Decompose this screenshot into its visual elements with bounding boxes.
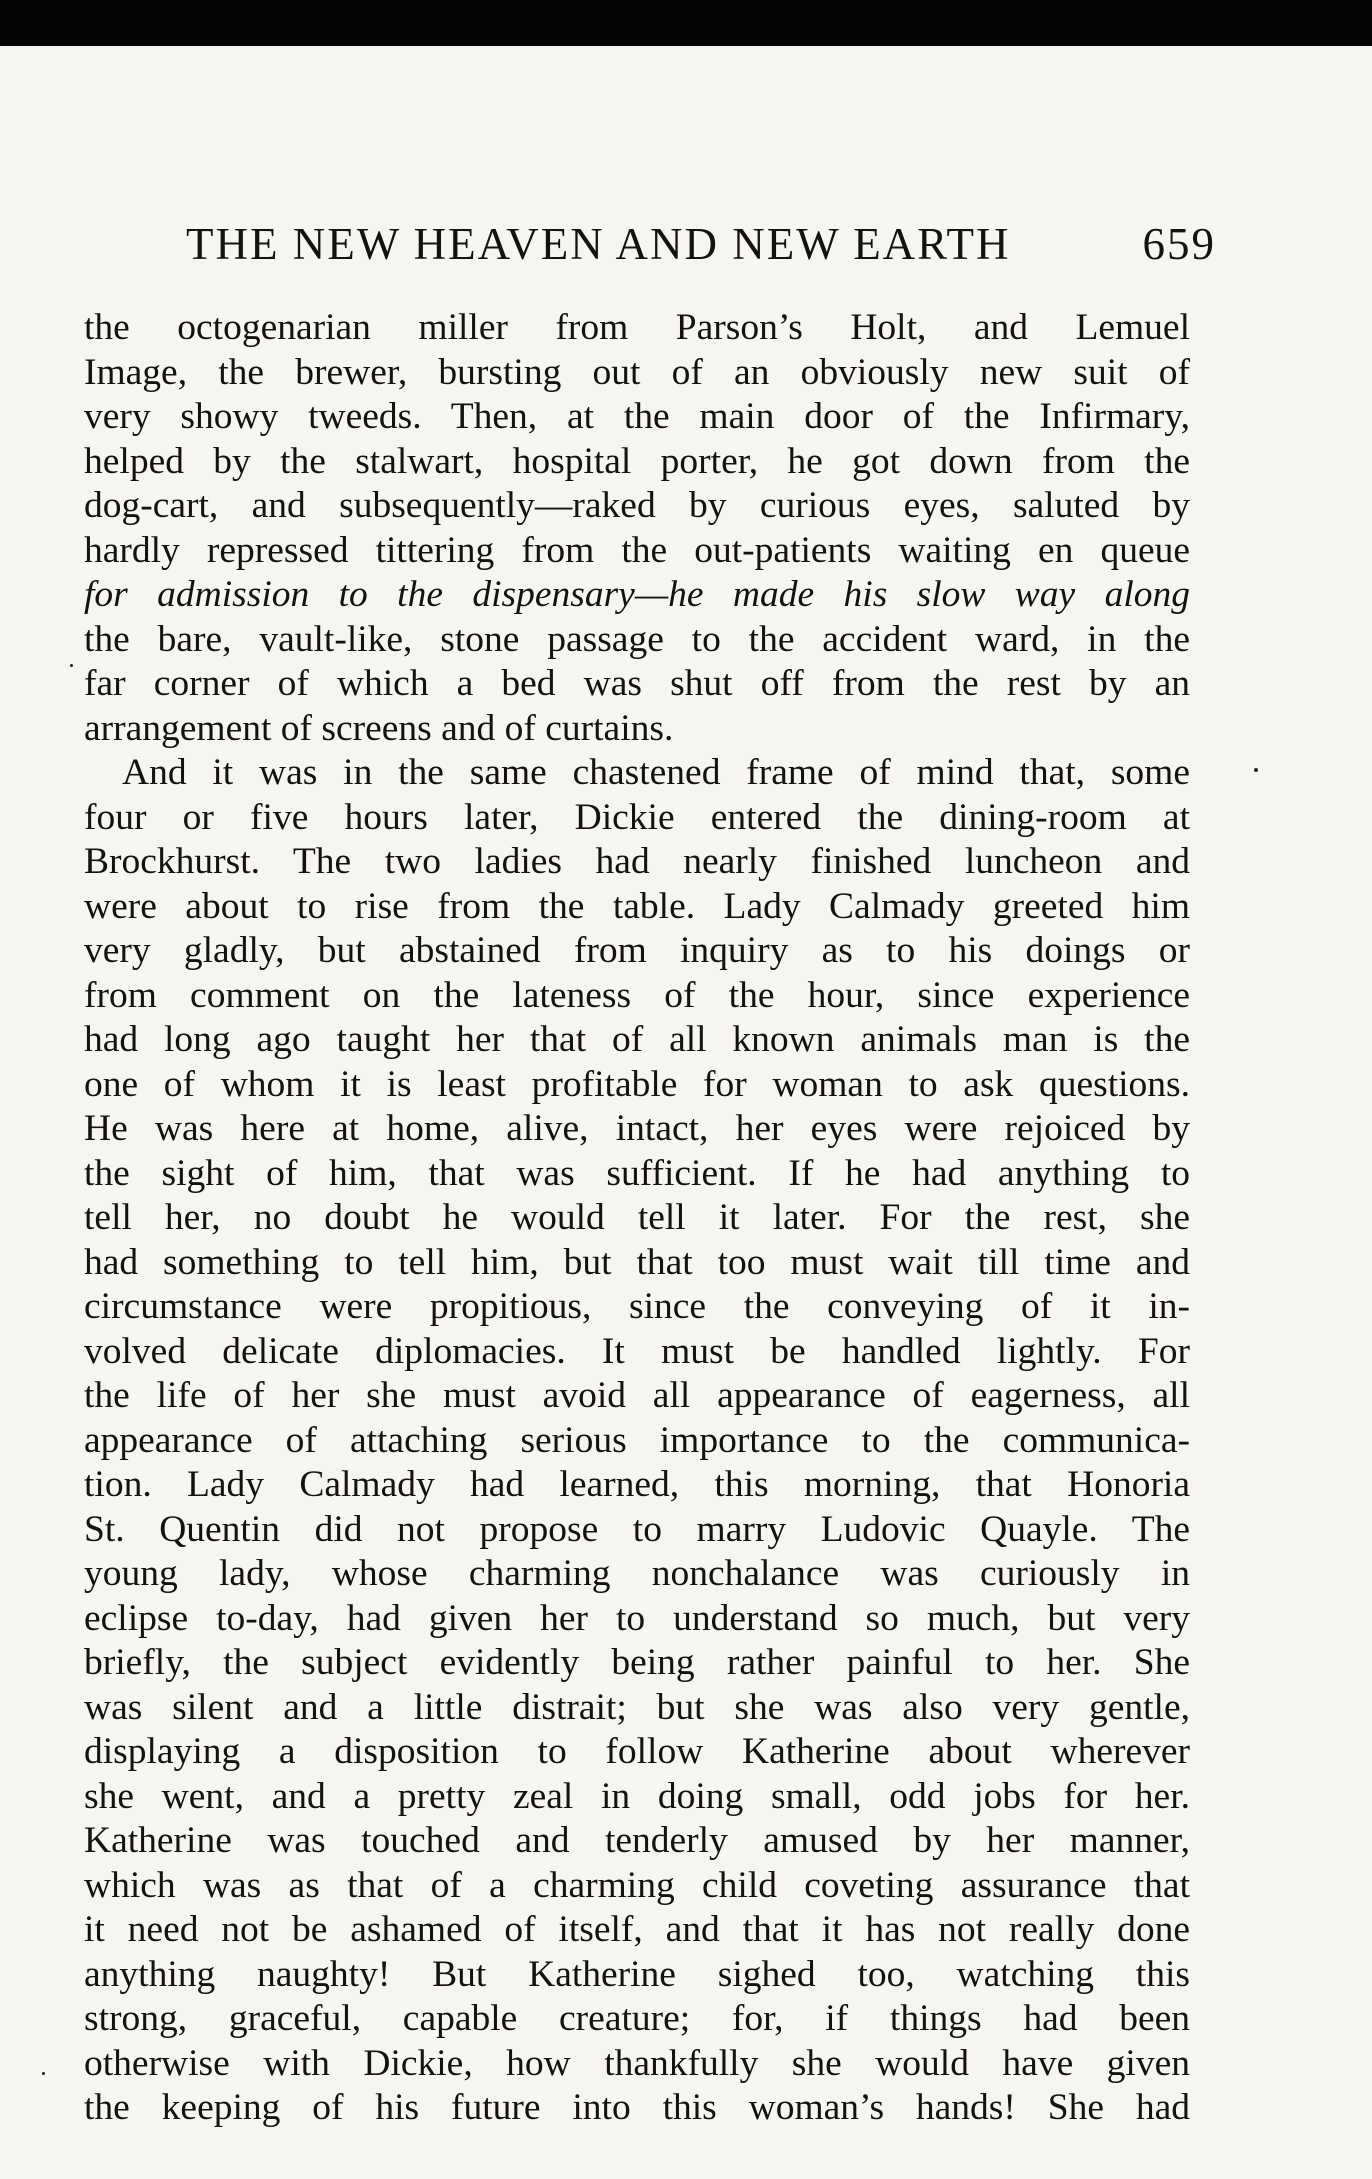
- running-header: [186, 208, 1216, 278]
- text-line: Katherine was touched and tenderly amused by her manner,: [84, 1820, 1190, 1861]
- text-line: very gladly, but abstained from inquiry as to his doings or: [84, 930, 1190, 971]
- text-line: displaying a disposition to follow Katherine about wherever: [84, 1731, 1190, 1772]
- text-line: four or five hours later, Dickie entered the dining-room at: [84, 796, 1190, 838]
- text-line: eclipse to-day, had given her to understand so much, but very: [84, 1597, 1190, 1639]
- text-line: otherwise with Dickie, how thankfully she would have given: [84, 2042, 1190, 2084]
- text-line: anything naughty! But Katherine sighed too, watching this: [84, 1953, 1190, 1995]
- text-line: volved delicate diplomacies. It must be handled lightly. For: [84, 1330, 1190, 1372]
- text-line: hardly repressed tittering from the out-patients waiting en queue: [84, 529, 1190, 571]
- text-line: had long ago taught her that of all known animals man is the: [84, 1019, 1190, 1060]
- text-line: the keeping of his future into this woman’s hands! She had: [84, 2087, 1190, 2128]
- text-line: Image, the brewer, bursting out of an obviously new suit of: [84, 351, 1190, 393]
- running-title: THE NEW HEAVEN AND NEW EARTH: [186, 219, 1011, 269]
- text-line: had something to tell him, but that too must wait till time and: [84, 1241, 1190, 1283]
- text-line: dog-cart, and subsequently—raked by curious eyes, saluted by: [84, 485, 1190, 526]
- page-number: 659: [1142, 219, 1216, 269]
- paper-speck: [1254, 768, 1258, 772]
- paper-speck: [70, 664, 73, 667]
- text-line: the life of her she must avoid all appearance of eagerness, all: [84, 1375, 1190, 1416]
- text-line: far corner of which a bed was shut off from the rest by an: [84, 663, 1190, 704]
- text-line: very showy tweeds. Then, at the main door of the Infirmary,: [84, 396, 1190, 437]
- paper-speck: [42, 2072, 45, 2075]
- text-line: for admission to the dispensary—he made his slow way along: [84, 574, 1190, 615]
- scan-top-border: [0, 0, 1372, 46]
- text-line: circumstance were propitious, since the conveying of it in-: [84, 1286, 1190, 1327]
- text-line: from comment on the lateness of the hour, since experience: [84, 974, 1190, 1016]
- text-line: helped by the stalwart, hospital porter, he got down from the: [84, 440, 1190, 482]
- text-line: the bare, vault-like, stone passage to the accident ward, in the: [84, 618, 1190, 660]
- paragraph-start: And it was in the same chastened frame of mind that, some: [122, 752, 1190, 793]
- text-line: He was here at home, alive, intact, her eyes were rejoiced by: [84, 1108, 1190, 1149]
- text-line: she went, and a pretty zeal in doing small, odd jobs for her.: [84, 1775, 1190, 1817]
- text-line: briefly, the subject evidently being rather painful to her. She: [84, 1642, 1190, 1683]
- body-text: [84, 306, 1190, 2131]
- text-line: the octogenarian miller from Parson’s Holt, and Lemuel: [84, 307, 1190, 348]
- text-line: were about to rise from the table. Lady Calmady greeted him: [84, 885, 1190, 927]
- text-line: strong, graceful, capable creature; for, if things had been: [84, 1998, 1190, 2039]
- text-line: St. Quentin did not propose to marry Ludovic Quayle. The: [84, 1508, 1190, 1550]
- text-line: Brockhurst. The two ladies had nearly finished luncheon and: [84, 841, 1190, 882]
- text-line: tell her, no doubt he would tell it later. For the rest, she: [84, 1197, 1190, 1238]
- text-line: it need not be ashamed of itself, and that it has not really done: [84, 1909, 1190, 1950]
- text-line: arrangement of screens and of curtains.: [84, 707, 674, 749]
- text-line: appearance of attaching serious importance to the communica-: [84, 1419, 1190, 1461]
- text-line: was silent and a little distrait; but she was also very gentle,: [84, 1686, 1190, 1728]
- text-line: which was as that of a charming child coveting assurance that: [84, 1864, 1190, 1906]
- text-line: the sight of him, that was sufficient. If he had anything to: [84, 1152, 1190, 1194]
- text-line: one of whom it is least profitable for woman to ask questions.: [84, 1063, 1190, 1105]
- text-line: young lady, whose charming nonchalance was curiously in: [84, 1553, 1190, 1594]
- text-line: tion. Lady Calmady had learned, this morning, that Honoria: [84, 1464, 1190, 1505]
